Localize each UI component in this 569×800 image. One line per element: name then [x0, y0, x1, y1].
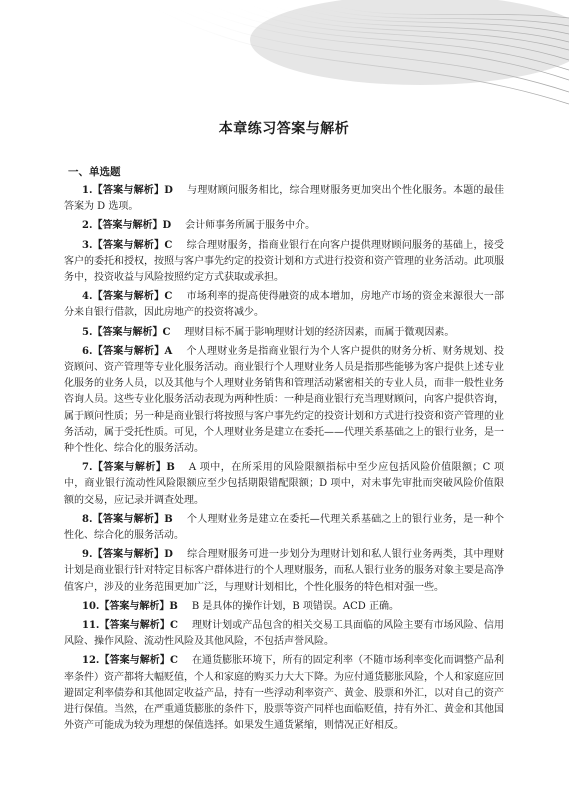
- answer-text: 个人理财业务是建立在委托—代理关系基础之上的银行业务，是一种个性化、综合化的服务活动。: [64, 513, 504, 542]
- answer-tag: 4.【答案与解析】C: [82, 291, 173, 303]
- answer-text: 在通货膨胀环境下，所有的固定利率（不随市场利率变化而调整产品利率条件）资产都将大幅贬值，个人和家庭的购买力大大下降。为应付通货膨胀风险，个人和家庭应回避固定利率债券和其他固定收益产品，持有一些浮动利率资产、黄金、股票和外汇，以对自己的资产进行保值。当然，在严重通货膨胀的条件下，股票等资产同样也面临贬值，持有外汇、黄金和其他国外资产可能成为较为理想的保值选择。如果发生通货紧缩，则情况正好相反。: [64, 655, 505, 732]
- header-wave-decoration: [0, 0, 569, 120]
- answer-tag: 8.【答案与解析】B: [82, 513, 173, 525]
- answer-tag: 9.【答案与解析】D: [82, 549, 173, 561]
- answer-text: 理财计划或产品包含的相关交易工具面临的风险主要有市场风险、信用风险、操作风险、流动性风险及其他风险，不包括声誉风险。: [64, 620, 505, 648]
- answer-tag: 5.【答案与解析】C: [82, 326, 171, 338]
- answer-item: [64, 512, 504, 544]
- answer-tag: 11.【答案与解析】C: [82, 620, 178, 632]
- answer-text: 与理财顾问服务相比，综合理财服务更加突出个性化服务。本题的最佳答案为 D 选项。: [64, 185, 504, 213]
- section-heading: 一、单选题: [68, 166, 121, 178]
- answer-tag: 3.【答案与解析】C: [82, 239, 173, 251]
- answer-tag: 10.【答案与解析】B: [82, 600, 178, 612]
- answer-text: 综合理财服务可进一步划分为理财计划和私人银行业务两类，其中理财计划是商业银行针对特定目标客户群体进行的个人理财服务，而私人银行业务的服务对象主要是高净值客户，涉及的业务范围更加广泛，与理财计划相比，个性化服务的特色相对强一些。: [64, 549, 504, 593]
- answer-text: 市场利率的提高使得融资的成本增加，房地产市场的资金来源很大一部分来自银行借款，因此房地产的投资将减少。: [64, 291, 505, 319]
- answer-item: [64, 218, 504, 234]
- answer-text: 理财目标不属于影响理财计划的经济因素，而属于微观因素。: [184, 326, 455, 338]
- answer-tag: 7.【答案与解析】B: [82, 462, 175, 474]
- answer-item: [64, 325, 504, 341]
- answer-item: [64, 653, 504, 734]
- answer-tag: 12.【答案与解析】C: [82, 655, 178, 667]
- chapter-title: 本章练习答案与解析: [218, 121, 350, 137]
- answer-tag: 1.【答案与解析】D: [82, 185, 173, 196]
- answer-item: [64, 599, 504, 615]
- answer-text: 综合理财服务，指商业银行在向客户提供理财顾问服务的基础上，接受客户的委托和授权，按照与客户事先约定的投资计划和方式进行投资和资产管理的业务活动。此项服务中，投资收益与风险按照约定方式获取或承担。: [64, 239, 505, 284]
- answer-text: A 项中，在所采用的风险限额指标中至少应包括风险价值限额；C 项中，商业银行流动性风险限额应至少包括期限错配限额；D 项中，对未事先审批而突破风险价值限额的交易，应记录并调查处理。: [64, 462, 504, 506]
- answer-sheet: [64, 118, 504, 738]
- answer-item: [64, 344, 504, 457]
- answer-item: [64, 618, 504, 650]
- answer-tag: 2.【答案与解析】D: [82, 220, 172, 232]
- answer-item: [64, 289, 504, 321]
- answer-item: [64, 460, 504, 509]
- answer-tag: 6.【答案与解析】A: [82, 345, 173, 357]
- answer-text: 个人理财业务是指商业银行为个人客户提供的财务分析、财务规划、投资顾问、资产管理等专业化服务活动。商业银行个人理财业务人员是指那些能够为客户提供上述专业化服务的业务人员，以及其他与个人理财业务销售和管理活动紧密相关的专业人员，而非一般性业务咨询人员。这些专业化服务活动表现为两种性质：一种是商业银行充当理财顾问，向客户提供咨询，属于顾问性质；另一种是商业银行将按照与客户事先约定的投资计划和方式进行投资和资产管理的业务活动，属于受托性质。可见，个人理财业务是建立在委托——代理关系基础之上的银行业务，是一种个性化、综合化的服务活动。: [64, 345, 505, 455]
- answer-item: [64, 183, 504, 215]
- answer-text: 会计师事务所属于服务中介。: [185, 220, 316, 232]
- answer-list: [64, 183, 504, 735]
- answer-item: [64, 547, 504, 596]
- answer-item: [64, 238, 504, 287]
- answer-text: B 是具体的操作计划，B 项错误。ACD 正确。: [191, 600, 399, 612]
